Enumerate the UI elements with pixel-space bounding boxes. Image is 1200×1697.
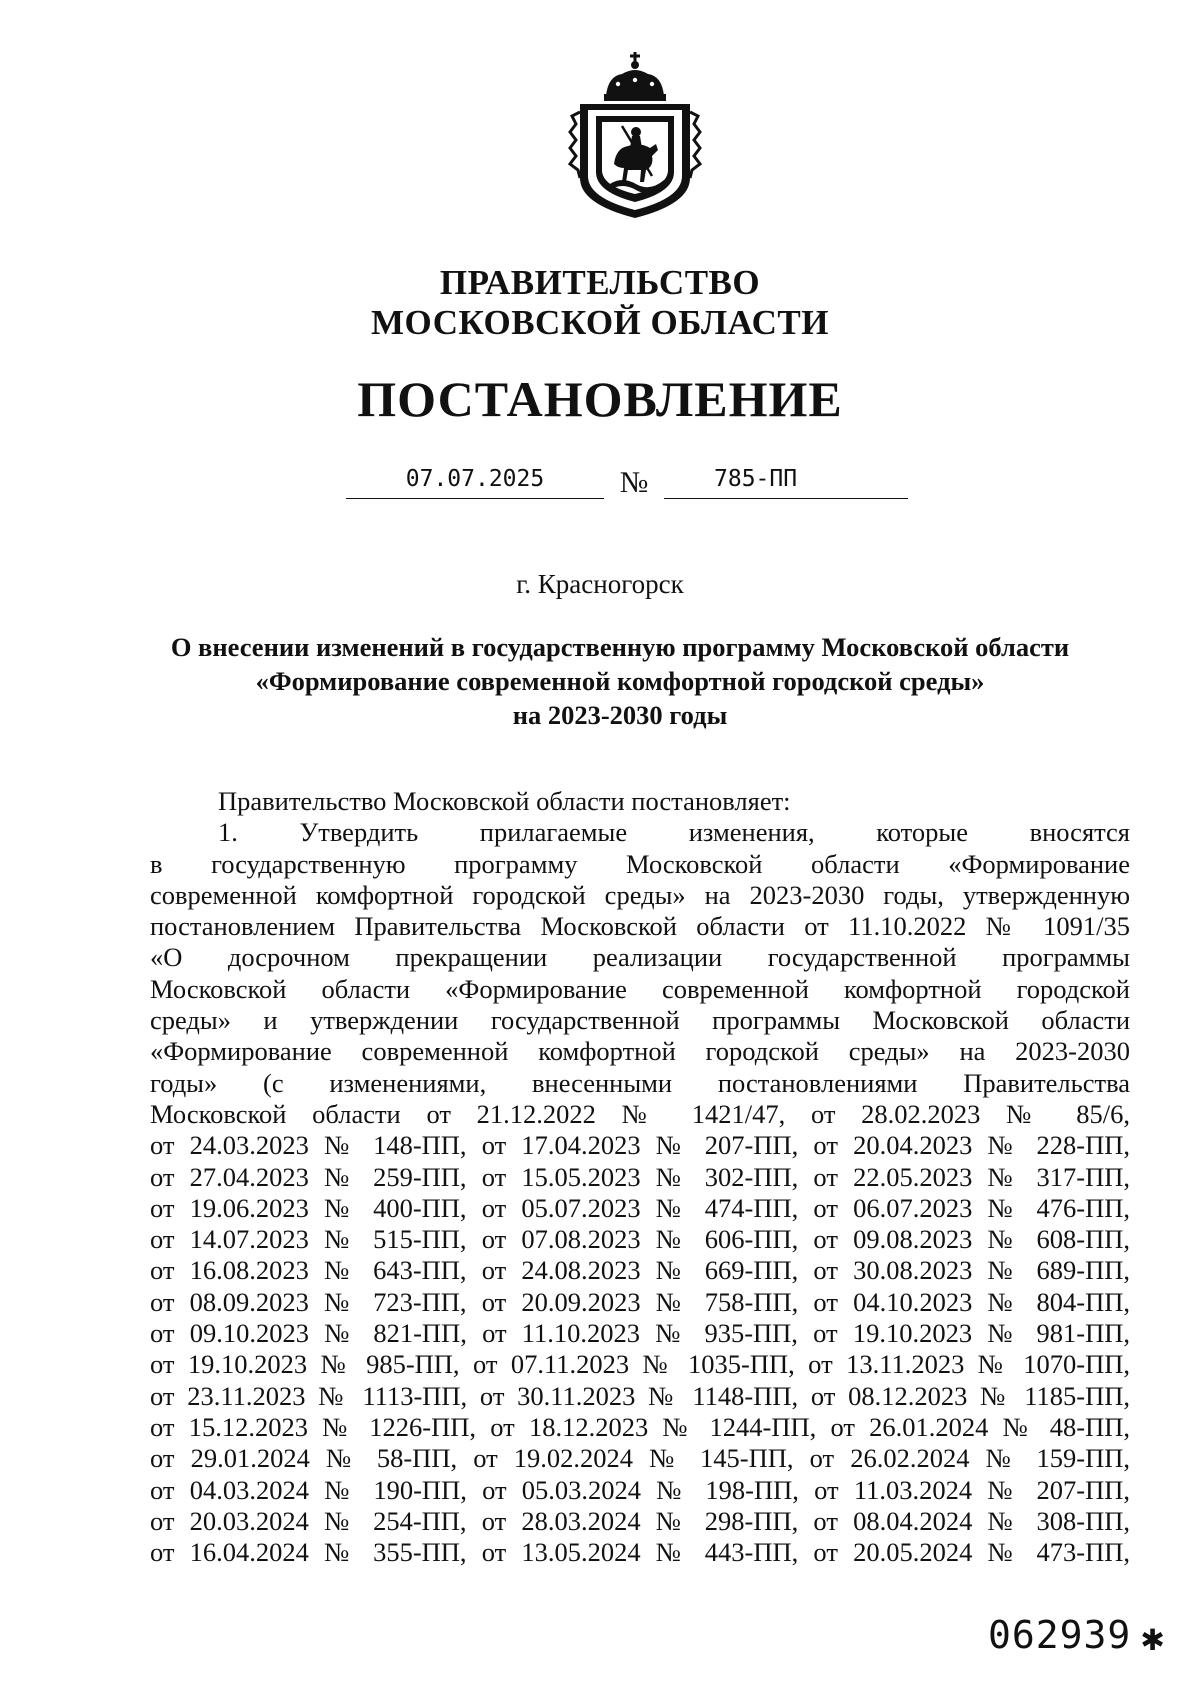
body-line: от 14.07.2023 № 515-ПП, от 07.08.2023 № 606-ПП, от 09.08.2023 № 608-ПП, <box>150 1224 1130 1255</box>
body-line: годы» (с изменениями, внесенными постановлениями Правительства <box>150 1067 1130 1098</box>
body-line: от 29.01.2024 № 58-ПП, от 19.02.2024 № 145-ПП, от 26.02.2024 № 159-ПП, <box>150 1443 1130 1474</box>
crown-icon <box>604 52 666 101</box>
asterisk-icon: ✱ <box>1141 1615 1166 1659</box>
body-line: Московской области «Формирование современной комфортной городской <box>150 973 1130 1004</box>
body-line: от 20.03.2024 № 254-ПП, от 28.03.2024 № 298-ПП, от 08.04.2024 № 308-ПП, <box>150 1505 1130 1536</box>
body-line: Московской области от 21.12.2022 № 1421/47, от 28.02.2023 № 85/6, <box>150 1098 1130 1129</box>
body-line: от 23.11.2023 № 1113-ПП, от 30.11.2023 № 1148-ПП, от 08.12.2023 № 1185-ПП, <box>150 1380 1130 1411</box>
document-number-field <box>664 462 908 499</box>
body-line: «О досрочном прекращении реализации государственной программы <box>150 942 1130 973</box>
government-title-line2: МОСКОВСКОЙ ОБЛАСТИ <box>371 303 829 342</box>
subject-line: «Формирование современной комфортной городской среды» <box>255 666 985 696</box>
body-line: от 15.12.2023 № 1226-ПП, от 18.12.2023 № 1244-ПП, от 26.01.2024 № 48-ПП, <box>150 1411 1130 1442</box>
body-line: от 08.09.2023 № 723-ПП, от 20.09.2023 № 758-ПП, от 04.10.2023 № 804-ПП, <box>150 1286 1130 1317</box>
subject-line: на 2023-2030 годы <box>512 700 728 730</box>
body-line: от 04.03.2024 № 190-ПП, от 05.03.2024 № 198-ПП, от 11.03.2024 № 207-ПП, <box>150 1474 1130 1505</box>
body-line: от 27.04.2023 № 259-ПП, от 15.05.2023 № 302-ПП, от 22.05.2023 № 317-ПП, <box>150 1161 1130 1192</box>
body-line: в государственную программу Московской области «Формирование <box>150 848 1130 879</box>
serial-number-stamp <box>988 1610 1165 1660</box>
document-date: 07.07.2025 <box>346 462 604 499</box>
body-line: от 16.08.2023 № 643-ПП, от 24.08.2023 № 669-ПП, от 30.08.2023 № 689-ПП, <box>150 1255 1130 1286</box>
subject-line: О внесении изменений в государственную программу Московской области <box>170 632 1070 662</box>
body-line: от 09.10.2023 № 821-ПП, от 11.10.2023 № 935-ПП, от 19.10.2023 № 981-ПП, <box>150 1318 1130 1349</box>
government-title-line1: ПРАВИТЕЛЬСТВО <box>439 263 761 302</box>
coat-of-arms-icon <box>566 52 704 220</box>
body-line: от 19.06.2023 № 400-ПП, от 05.07.2023 № 474-ПП, от 06.07.2023 № 476-ПП, <box>150 1192 1130 1223</box>
document-type-heading: ПОСТАНОВЛЕНИЕ <box>357 371 843 427</box>
document-body <box>150 786 1130 1568</box>
body-line: 1. Утвердить прилагаемые изменения, которые вносятся <box>218 817 1130 848</box>
body-line: «Формирование современной комфортной городской среды» на 2023-2030 <box>150 1036 1130 1067</box>
serial-number: 062939 <box>988 1613 1132 1657</box>
body-line: Правительство Московской области постановляет: <box>218 786 791 816</box>
body-line: постановлением Правительства Московской области от 11.10.2022 № 1091/35 <box>150 911 1130 942</box>
city-line: г. Красногорск <box>516 569 684 599</box>
document-subject <box>120 630 1120 732</box>
body-line: современной комфортной городской среды» на 2023-2030 годы, утвержденную <box>150 879 1130 910</box>
document-number: 785-ПП <box>714 466 798 492</box>
body-line: от 24.03.2023 № 148-ПП, от 17.04.2023 № 207-ПП, от 20.04.2023 № 228-ПП, <box>150 1130 1130 1161</box>
number-sign: № <box>619 466 649 499</box>
body-line: от 16.04.2024 № 355-ПП, от 13.05.2024 № 443-ПП, от 20.05.2024 № 473-ПП, <box>150 1537 1130 1568</box>
date-number-row <box>346 462 908 502</box>
body-line: от 19.10.2023 № 985-ПП, от 07.11.2023 № 1035-ПП, от 13.11.2023 № 1070-ПП, <box>150 1349 1130 1380</box>
body-line: среды» и утверждении государственной программы Московской области <box>150 1005 1130 1036</box>
